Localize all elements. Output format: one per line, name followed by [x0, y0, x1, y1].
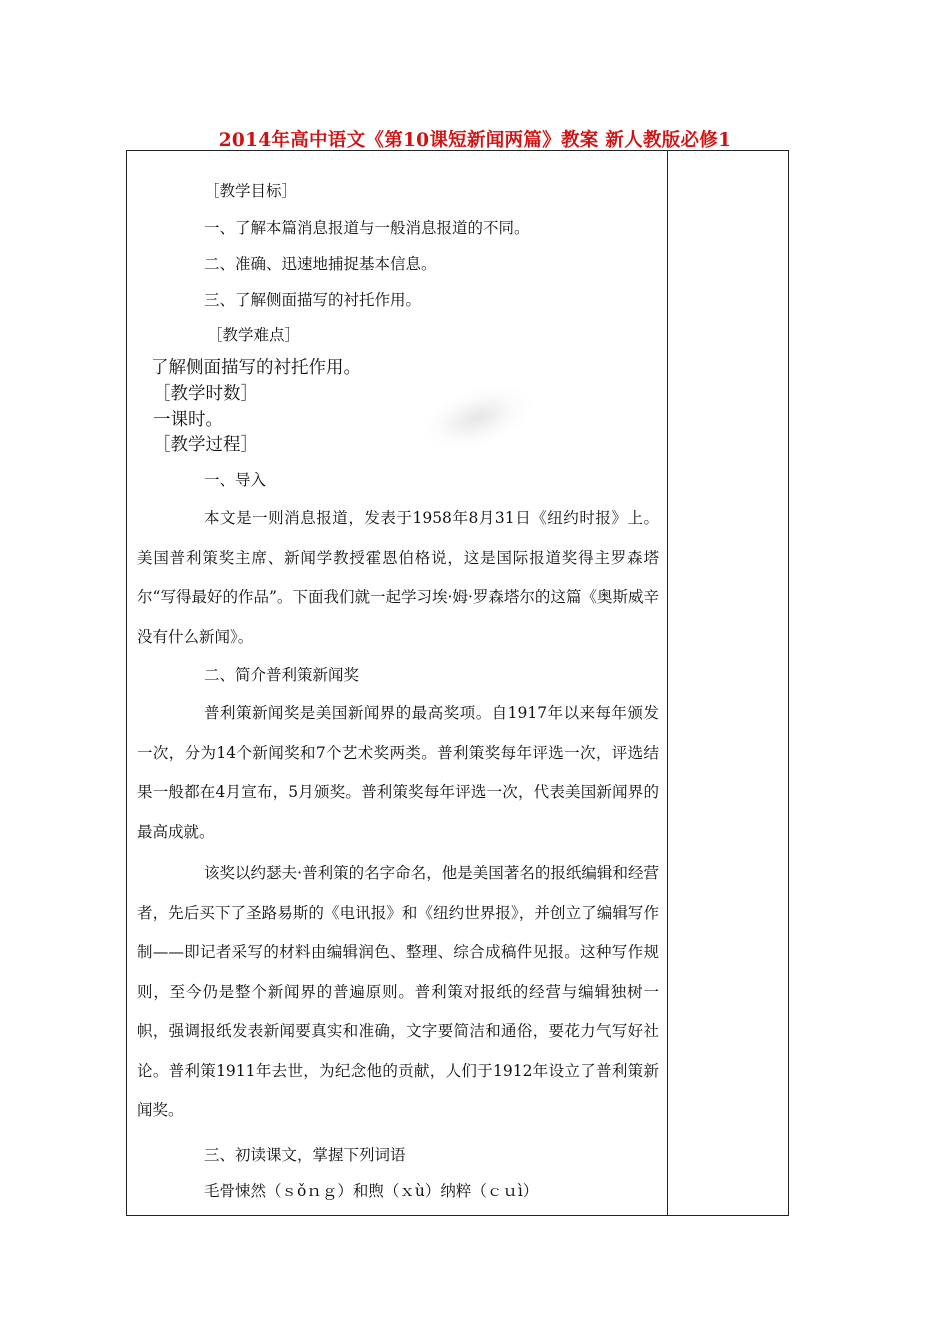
objective-1: 一、了解本篇消息报道与一般消息报道的不同。: [204, 219, 530, 237]
heading-process: ［教学过程］: [153, 435, 258, 455]
difficulty-text: 了解侧面描写的衬托作用。: [151, 358, 361, 378]
step1-paragraph: 本文是一则消息报道，发表于1958年8月31日《纽约时报》上。美国普利策奖主席、新闻学教授霍恩伯格说，这是国际报道奖得主罗森塔尔“写得最好的作品”。下面我们就一起学习埃·姆·罗森塔尔的这篇《奥斯威辛没有什么新闻》。: [137, 509, 659, 646]
hours-text: 一课时。: [153, 410, 223, 430]
document-title: 2014年高中语文《第10课短新闻两篇》教案 新人教版必修1: [218, 130, 732, 151]
main-content-cell: [127, 151, 667, 1215]
step2-heading: 二、简介普利策新闻奖: [204, 666, 360, 684]
objective-2: 二、准确、迅速地捕捉基本信息。: [204, 255, 437, 273]
step1-heading: 一、导入: [204, 471, 267, 489]
step3-heading: 三、初读课文，掌握下列词语: [204, 1146, 406, 1164]
step3-words: 毛骨悚然（ｓǒｎｇ）和煦（ｘù）纳粹（ｃｕì）: [204, 1182, 539, 1200]
heading-hours: ［教学时数］: [153, 384, 258, 404]
step2-paragraph1: 普利策新闻奖是美国新闻界的最高奖项。自1917年以来每年颁发一次，分为14个新闻奖和7个艺术奖两类。普利策奖每年评选一次，评选结果一般都在4月宣布，5月颁奖。普利策奖每年评选一次，代表美国新闻界的最高成就。: [137, 704, 659, 841]
scan-smudge: [411, 371, 544, 465]
notes-cell: [668, 151, 788, 1215]
lesson-table: [126, 150, 789, 1216]
step2-paragraph2: 该奖以约瑟夫·普利策的名字命名，他是美国著名的报纸编辑和经营者，先后买下了圣路易斯的《电讯报》和《纽约世界报》，并创立了编辑写作制——即记者采写的材料由编辑润色、整理、综合成稿件见报。这种写作规则，至今仍是整个新闻界的普遍原则。普利策对报纸的经营与编辑独树一帜，强调报纸发表新闻要真实和准确，文字要简洁和通俗，要花力气写好社论。普利策1911年去世，为纪念他的贡献，人们于1912年设立了普利策新闻奖。: [137, 864, 659, 1119]
heading-difficulty: ［教学难点］: [207, 326, 301, 344]
objective-3: 三、了解侧面描写的衬托作用。: [204, 291, 422, 309]
heading-objectives: ［教学目标］: [204, 182, 298, 200]
